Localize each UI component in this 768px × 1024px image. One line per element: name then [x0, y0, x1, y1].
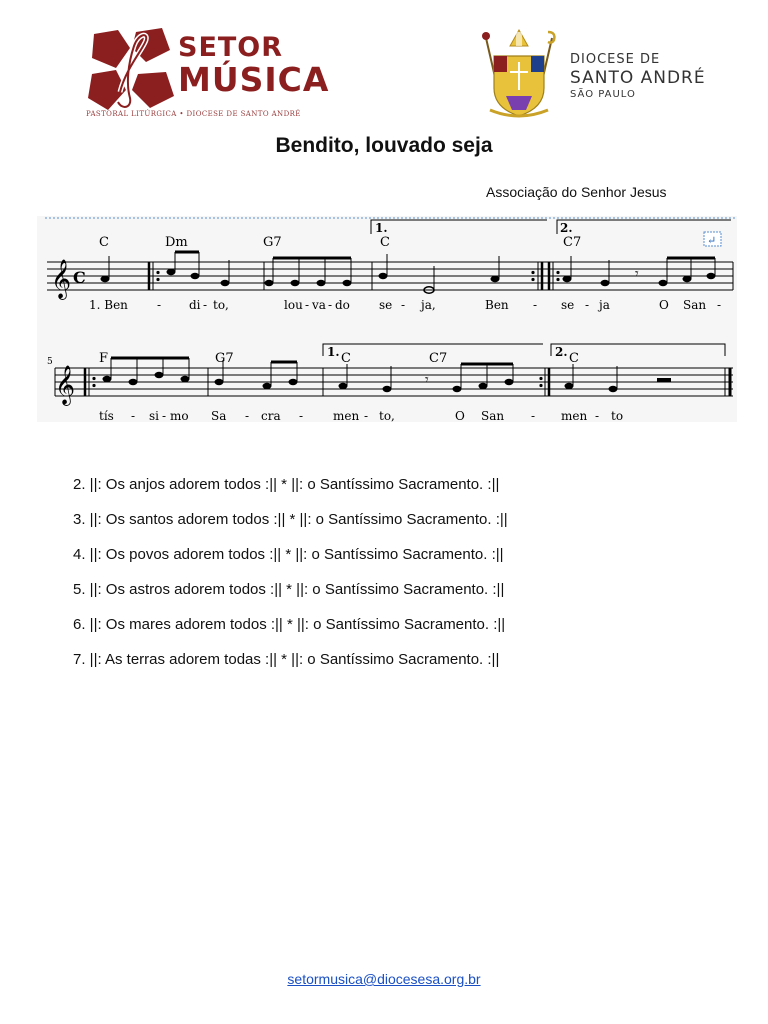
lyric-syllable: San [683, 298, 707, 312]
chord-symbol: C7 [429, 351, 448, 366]
lyric-syllable: San [481, 409, 505, 422]
lyric-syllable: - [401, 298, 406, 312]
treble-clef-icon: 𝄞 [55, 365, 76, 405]
lyric-syllable: si [149, 409, 159, 422]
lyric-syllable: cra [261, 409, 281, 422]
lyric-syllable: 1. Ben [89, 298, 128, 312]
chord-symbol: F [99, 351, 109, 366]
song-title: Bendito, louvado seja [275, 134, 493, 157]
volta-label: 2. [555, 345, 568, 359]
chord-symbol: C [569, 351, 579, 366]
verse-line: 5. ||: Os astros adorem todos :|| * ||: o Santíssimo Sacramento. :|| [73, 581, 505, 598]
lyric-syllable: - [364, 409, 369, 422]
chord-symbol: C [380, 235, 390, 250]
treble-clef-icon: 𝄞 [51, 259, 72, 299]
staff-system-2 [47, 344, 733, 422]
lyric-syllable: se [379, 298, 393, 312]
lyric-syllable: lou [284, 298, 303, 312]
sheet-music [37, 216, 737, 422]
footer-email-link[interactable]: setormusica@diocesesa.org.br [287, 971, 481, 987]
logo-subtitle: PASTORAL LITÚRGICA • DIOCESE DE SANTO ANDRÉ [86, 110, 301, 118]
chord-symbol: G7 [215, 351, 234, 366]
lyric-syllable: O [659, 298, 669, 312]
lyric-syllable: mo [170, 409, 189, 422]
logo-setor-text: SETOR [178, 32, 284, 63]
chord-symbol: G7 [263, 235, 282, 250]
verse-line: 6. ||: Os mares adorem todos :|| * ||: o Santíssimo Sacramento. :|| [73, 616, 506, 633]
lyric-syllable: to, [379, 409, 395, 422]
lyric-syllable: - [531, 409, 536, 422]
staff-system-1 [47, 220, 733, 312]
lyric-syllable: - [533, 298, 538, 312]
diocese-line-1: DIOCESE DE [570, 52, 661, 67]
diocese-logo [476, 26, 716, 124]
verse-line: 7. ||: As terras adorem todas :|| * ||: o Santíssimo Sacramento. :|| [73, 651, 500, 668]
lyric-syllable: se [561, 298, 575, 312]
lyric-syllable: - [203, 298, 208, 312]
measure-number: 5 [47, 357, 53, 367]
volta-label: 1. [327, 345, 340, 359]
lyric-syllable: - [157, 298, 162, 312]
lyric-syllable: Ben [485, 298, 509, 312]
lyric-syllable: Sa [211, 409, 227, 422]
chord-symbol: Dm [165, 235, 188, 250]
setor-musica-emblem-icon [86, 28, 178, 112]
lyric-syllable: di [189, 298, 201, 312]
lyric-syllable: - [305, 298, 310, 312]
lyric-syllable: - [585, 298, 590, 312]
diocese-line-2: SANTO ANDRÉ [570, 68, 706, 88]
svg-text:𝄾: 𝄾 [425, 372, 429, 388]
lyric-syllable: to [611, 409, 624, 422]
svg-text:↵: ↵ [707, 234, 717, 247]
lyric-syllable: - [328, 298, 333, 312]
lyric-syllable: ja, [421, 298, 436, 312]
verse-list [73, 476, 508, 686]
lyric-syllable: tís [99, 409, 114, 422]
verse-line: 4. ||: Os povos adorem todos :|| * ||: o Santíssimo Sacramento. :|| [73, 546, 504, 563]
volta-label: 2. [560, 221, 573, 235]
lyric-syllable: to, [213, 298, 229, 312]
lyric-syllable: ja [599, 298, 610, 312]
volta-label: 1. [375, 221, 388, 235]
song-author: Associação do Senhor Jesus [486, 184, 667, 200]
lyric-syllable: va [312, 298, 326, 312]
diocese-coat-of-arms-icon [476, 26, 562, 122]
lyric-syllable: - [595, 409, 600, 422]
lyric-syllable: O [455, 409, 465, 422]
footer [0, 971, 768, 987]
lyric-syllable: men [561, 409, 588, 422]
lyric-syllable: - [299, 409, 304, 422]
lyric-syllable: do [335, 298, 350, 312]
setor-musica-logo [86, 26, 330, 122]
lyric-syllable: men [333, 409, 360, 422]
lyric-syllable: - [717, 298, 722, 312]
svg-text:𝄾: 𝄾 [635, 266, 639, 282]
lyric-syllable: - [245, 409, 250, 422]
lyric-syllable: - [162, 409, 167, 422]
chord-symbol: C [341, 351, 351, 366]
chord-symbol: C7 [563, 235, 582, 250]
svg-text:C: C [73, 268, 86, 287]
verse-line: 2. ||: Os anjos adorem todos :|| * ||: o Santíssimo Sacramento. :|| [73, 476, 500, 493]
chord-symbol: C [99, 235, 109, 250]
logo-musica-text: MÚSICA [178, 60, 330, 99]
verse-line: 3. ||: Os santos adorem todos :|| * ||: o Santíssimo Sacramento. :|| [73, 511, 508, 528]
diocese-line-3: SÃO PAULO [570, 89, 636, 100]
lyric-syllable: - [131, 409, 136, 422]
